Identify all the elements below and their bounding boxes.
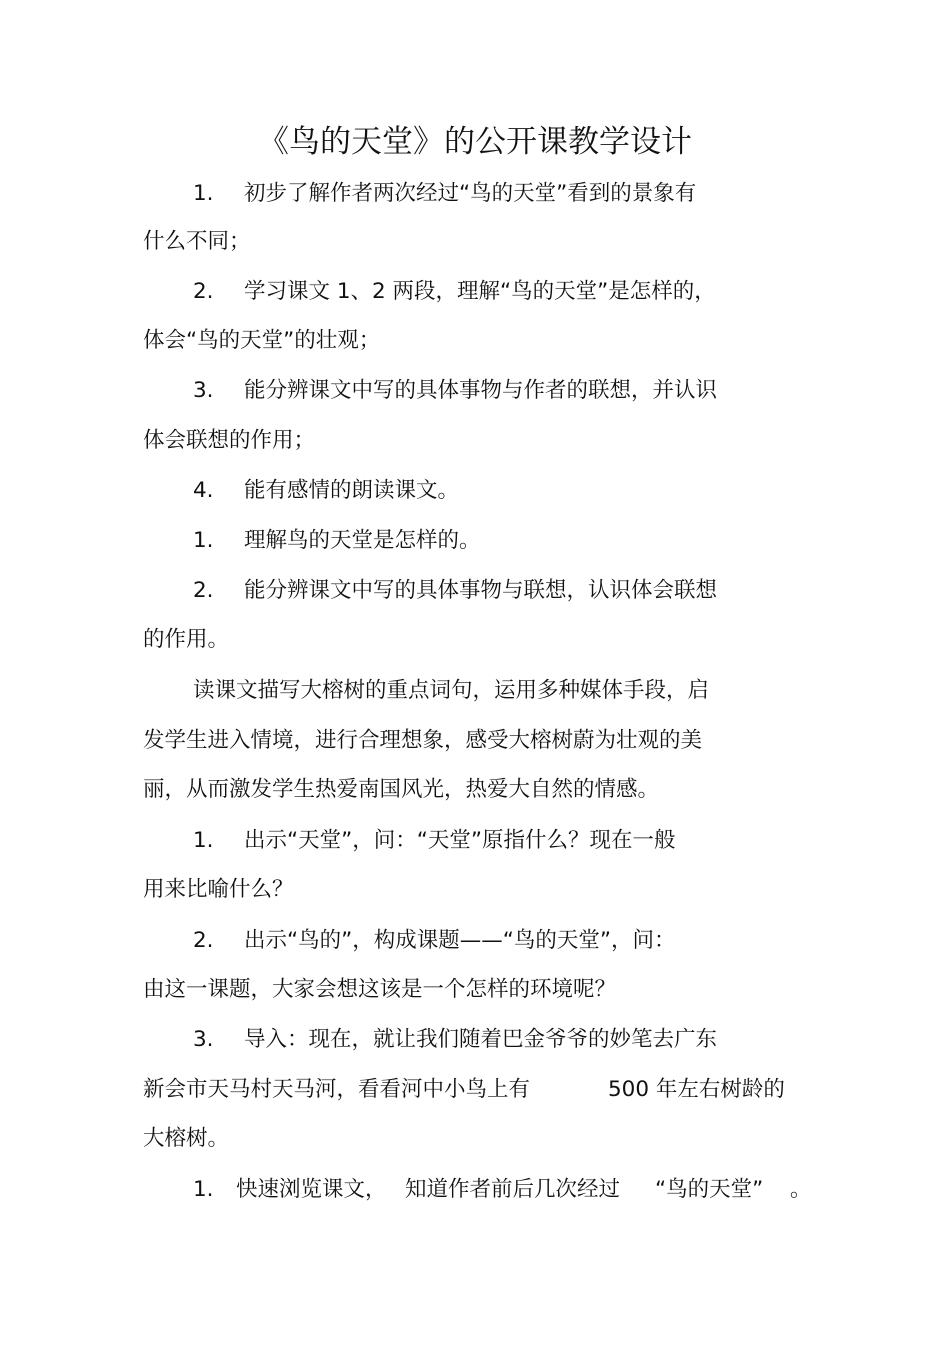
paragraph-line: 由这一课题，大家会想这该是一个怎样的环境呢？	[143, 977, 617, 1002]
paragraph-line: 的作用。	[143, 627, 230, 652]
paragraph-line: 初步了解作者两次经过“鸟的天堂”看到的景象有	[244, 181, 697, 206]
list-number: 3.	[193, 1027, 214, 1052]
paragraph-line: 大榕树。	[143, 1126, 230, 1151]
paragraph-line: 读课文描写大榕树的重点词句，运用多种媒体手段，启	[193, 678, 710, 703]
paragraph-line: 知道作者前后几次经过	[405, 1177, 621, 1202]
list-number: 1.	[193, 181, 214, 206]
list-number: 1.	[193, 1177, 214, 1202]
paragraph-line: 500 年左右树龄的	[608, 1077, 785, 1102]
paragraph-line: 出示“天堂”，问：“天堂”原指什么？现在一般	[244, 828, 676, 853]
paragraph-line: 快速浏览课文，	[236, 1177, 387, 1202]
paragraph-line: “鸟的天堂”	[655, 1177, 764, 1202]
list-number: 1.	[193, 828, 214, 853]
paragraph-line: 出示“鸟的”，构成课题——“鸟的天堂”，问：	[244, 928, 676, 953]
paragraph-line: 新会市天马村天马河，看看河中小鸟上有	[143, 1077, 531, 1102]
paragraph-line: 能有感情的朗读课文。	[244, 478, 460, 503]
document-title: 《鸟的天堂》的公开课教学设计	[258, 124, 692, 160]
paragraph-line: 用来比喻什么？	[143, 877, 294, 902]
paragraph-line: 体会联想的作用；	[143, 428, 316, 453]
paragraph-line: 什么不同；	[143, 229, 251, 254]
list-number: 3.	[193, 378, 214, 403]
paragraph-line: 能分辨课文中写的具体事物与联想，认识体会联想	[244, 578, 718, 603]
paragraph-line: 能分辨课文中写的具体事物与作者的联想，并认识	[244, 378, 718, 403]
paragraph-line: 导入：现在，就让我们随着巴金爷爷的妙笔去广东	[244, 1027, 718, 1052]
list-number: 2.	[193, 928, 214, 953]
list-number: 1.	[193, 528, 214, 553]
paragraph-line: 。	[790, 1177, 812, 1202]
list-number: 4.	[193, 478, 214, 503]
list-number: 2.	[193, 578, 214, 603]
paragraph-line: 丽，从而激发学生热爱南国风光，热爱大自然的情感。	[143, 777, 660, 802]
paragraph-line: 理解鸟的天堂是怎样的。	[244, 528, 481, 553]
paragraph-line: 学习课文 1、2 两段，理解“鸟的天堂”是怎样的，	[244, 279, 716, 304]
list-number: 2.	[193, 279, 214, 304]
paragraph-line: 发学生进入情境，进行合理想象，感受大榕树蔚为壮观的美	[143, 728, 703, 753]
paragraph-line: 体会“鸟的天堂”的壮观；	[143, 328, 381, 353]
